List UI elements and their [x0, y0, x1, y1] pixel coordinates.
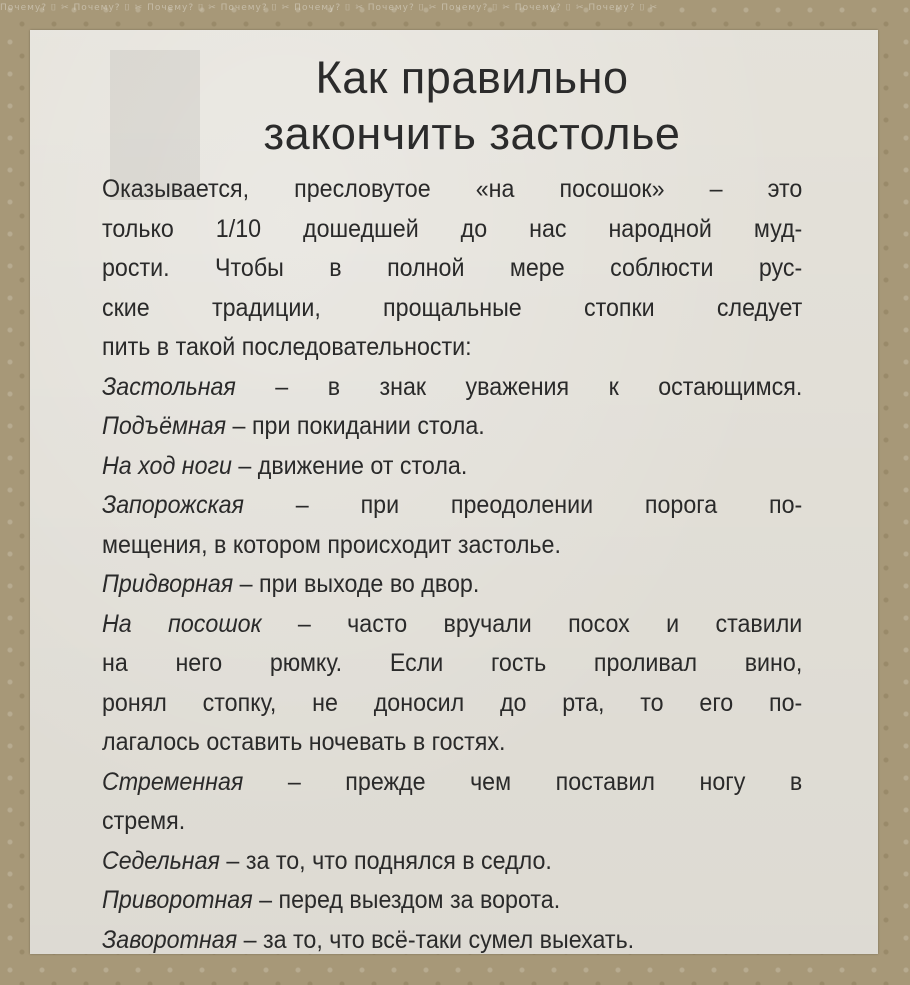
entry-text: – в знак уважения к остающимся. [235, 372, 803, 401]
entry-text: – прежде чем поставил ногу в [243, 767, 803, 796]
article-title [102, 50, 802, 162]
article [102, 50, 802, 954]
entry-text: – при покидании стола. [226, 412, 485, 440]
entry-term: Запорожская [102, 491, 244, 519]
intro-line: рости. Чтобы в полной мере соблюсти рус- [102, 254, 803, 282]
entry-text: – перед выездом за ворота. [252, 886, 561, 914]
entry-term: Приворотная [102, 886, 253, 914]
intro-line: Оказывается, пресловутое «на посошок» – это [102, 175, 803, 203]
intro-line: пить в такой последовательности: [102, 333, 472, 361]
intro-line: только 1/10 дошедшей до нас народной муд- [102, 214, 803, 243]
entry-line [102, 881, 802, 921]
frame-watermark: Почему? ⌷ ✂ Почему? ⌷ ✂ Почему? ⌷ ✂ Почему? ⌷ ✂ Почему? ⌷ ✂ Почему? ⌷ ✂ Почему? ⌷ ✂ Почему? ⌷ ✂ Почему? ⌷ ✂ [0, 3, 659, 13]
entry-line [102, 921, 802, 955]
entry-text: – часто вручали посох и ставили [261, 609, 803, 638]
entry-term: Подъёмная [102, 412, 227, 440]
entry-term: Заворотная [102, 925, 238, 954]
entry-line [102, 368, 802, 408]
entry-line: на него рюмку. Если гость проливал вино, [102, 649, 803, 677]
entry-line [102, 763, 802, 803]
title-line-1: Как правильно [315, 52, 629, 103]
title-line-2: закончить застолье [263, 108, 681, 159]
entry-term: Седельная [102, 846, 220, 875]
entry-line [102, 407, 802, 447]
entry-line [102, 565, 802, 605]
entry-line: ронял стопку, не доносил до рта, то его по- [102, 688, 803, 717]
entry-text: – движение от стола. [231, 451, 468, 480]
article-body [102, 170, 802, 954]
newspaper-clipping [30, 30, 878, 954]
entry-term: На ход ноги [102, 451, 232, 480]
entry-line: лагалось оставить ночевать в гостях. [102, 728, 506, 756]
entry-text: – за то, что поднялся в седло. [219, 846, 552, 875]
entry-term: Придворная [102, 570, 234, 598]
entry-line [102, 486, 802, 526]
entry-text: – при выходе во двор. [233, 570, 480, 598]
intro-line: ские традиции, прощальные стопки следует [102, 293, 803, 322]
entry-line: стремя. [102, 807, 186, 835]
entry-text: – за то, что всё-таки сумел выехать. [237, 925, 635, 954]
entry-line [102, 605, 802, 645]
entry-line [102, 842, 802, 882]
entry-term: Застольная [102, 372, 236, 401]
entry-text: – при преодолении порога по- [243, 491, 803, 519]
entry-line [102, 447, 802, 487]
entry-term: На посошок [102, 609, 262, 638]
entry-term: Стременная [102, 767, 244, 796]
entry-line: мещения, в котором происходит застолье. [102, 530, 561, 559]
